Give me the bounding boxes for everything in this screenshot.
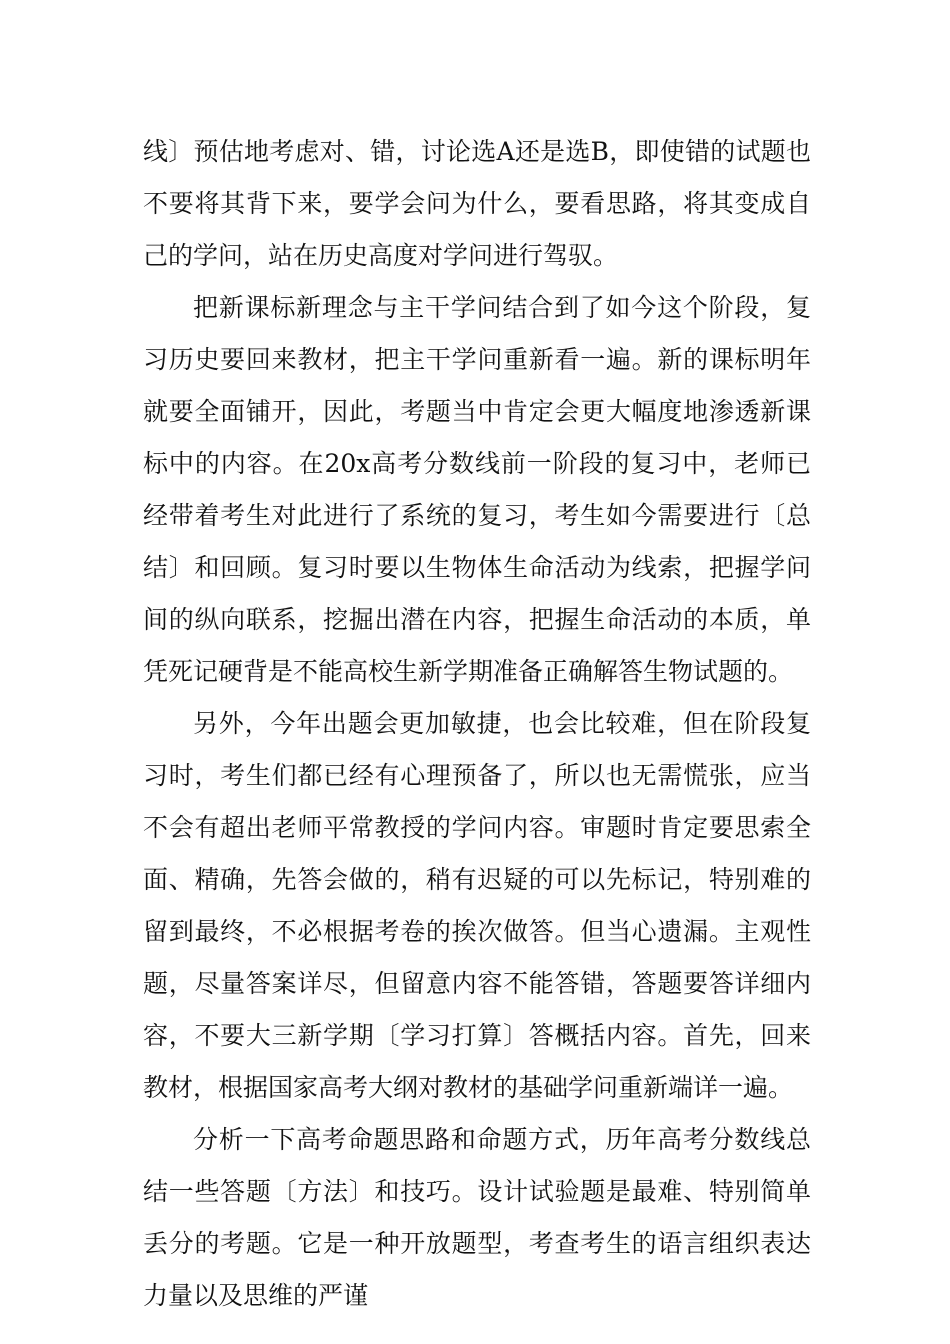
paragraph-3: 另外，今年出题会更加敏捷，也会比较难，但在阶段复习时，考生们都已经有心理预备了，所以也无需慌张，应当不会有超出老师平常教授的学问内容。审题时肯定要思索全面、精确，先答会做的，稍有迟疑的可以先标记，特别难的留到最终，不必根据考卷的挨次做答。但当心遗漏。主观性题，尽量答案详尽，但留意内容不能答错，答题要答详细内容，不要大三新学期〔学习打算〕答概括内容。首先，回来教材，根据国家高考大纲对教材的基础学问重新端详一遍。 — [143, 709, 811, 1102]
paragraph-4: 分析一下高考命题思路和命题方式，历年高考分数线总结一些答题〔方法〕和技巧。设计试验题是最难、特别简单丢分的考题。它是一种开放题型，考查考生的语言组织表达力量以及思维的严谨 — [143, 1125, 811, 1310]
paragraph-1: 线〕预估地考虑对、错，讨论选A还是选B，即使错的试题也不要将其背下来，要学会问为什么，要看思路，将其变成自己的学问，站在历史高度对学问进行驾驭。 — [143, 137, 811, 270]
paragraph-2: 把新课标新理念与主干学问结合到了如今这个阶段，复习历史要回来教材，把主干学问重新看一遍。新的课标明年就要全面铺开，因此，考题当中肯定会更大幅度地渗透新课标中的内容。在20x高考分数线前一阶段的复习中，老师已经带着考生对此进行了系统的复习，考生如今需要进行〔总结〕和回顾。复习时要以生物体生命活动为线索，把握学问间的纵向联系，挖掘出潜在内容，把握生命活动的本质，单凭死记硬背是不能高校生新学期准备正确解答生物试题的。 — [143, 293, 811, 686]
document-body — [143, 126, 811, 1322]
